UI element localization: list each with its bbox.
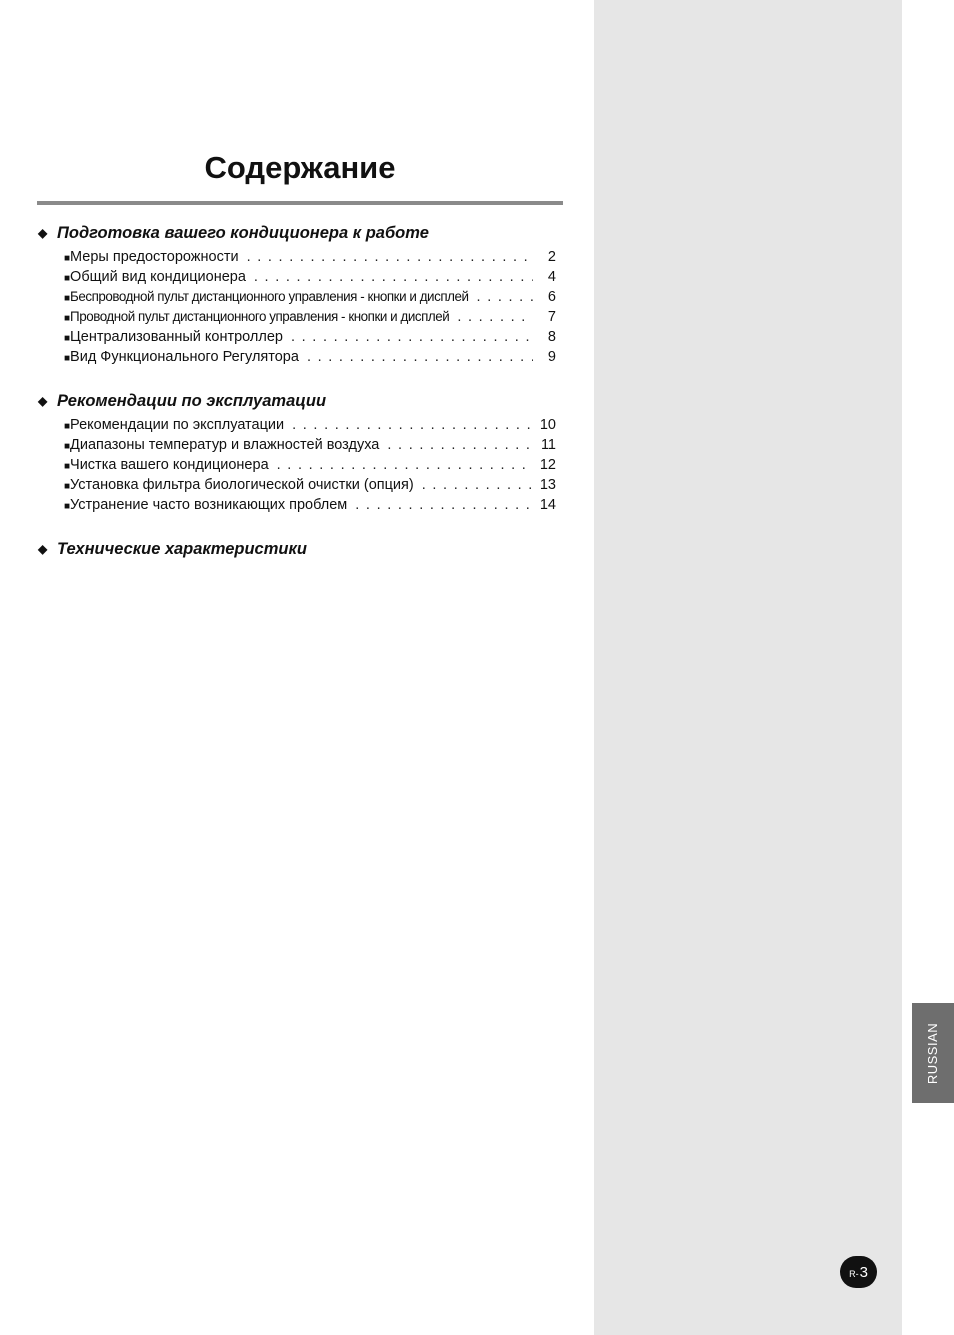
square-bullet-icon: ■ bbox=[64, 461, 71, 472]
toc-entry-label: Диапазоны температур и влажностей воздуха bbox=[70, 437, 380, 453]
toc-entry[interactable] bbox=[64, 417, 556, 437]
toc-entry[interactable] bbox=[64, 329, 556, 349]
toc-section-preparation bbox=[38, 220, 556, 369]
toc-entry[interactable] bbox=[64, 309, 556, 329]
dot-leader bbox=[355, 497, 533, 513]
toc-entry-page: 8 bbox=[547, 329, 556, 345]
square-bullet-icon: ■ bbox=[64, 273, 71, 284]
toc-entry-label: Беспроводной пульт дистанционного управления - кнопки и дисплей bbox=[70, 289, 469, 304]
toc-entry-page: 12 bbox=[539, 457, 556, 473]
toc-entry-label: Вид Функционального Регулятора bbox=[70, 349, 299, 365]
toc-entry-label: Меры предосторожности bbox=[70, 249, 239, 265]
toc-entry-page: 11 bbox=[540, 437, 556, 453]
toc-entry[interactable] bbox=[64, 269, 556, 289]
dot-leader bbox=[477, 289, 533, 305]
toc-entry-page: 9 bbox=[547, 349, 556, 365]
square-bullet-icon: ■ bbox=[64, 441, 71, 452]
toc-entry-page: 7 bbox=[547, 309, 556, 325]
dot-leader bbox=[277, 457, 533, 473]
square-bullet-icon: ■ bbox=[64, 253, 71, 264]
table-of-contents bbox=[38, 220, 556, 581]
square-bullet-icon: ■ bbox=[64, 333, 71, 344]
toc-entry[interactable] bbox=[64, 477, 556, 497]
dot-leader bbox=[387, 437, 533, 453]
toc-section-specifications bbox=[38, 536, 556, 562]
toc-section-operation bbox=[38, 388, 556, 517]
toc-entry-label: Проводной пульт дистанционного управления - кнопки и дисплей bbox=[70, 309, 450, 324]
page-number: 3 bbox=[859, 1263, 868, 1281]
toc-entry[interactable] bbox=[64, 457, 556, 477]
toc-entry-page: 13 bbox=[539, 477, 556, 493]
toc-entry-page: 6 bbox=[547, 289, 556, 305]
toc-entry[interactable] bbox=[64, 437, 556, 457]
page-number-badge bbox=[840, 1256, 877, 1288]
toc-entry-page: 10 bbox=[539, 417, 556, 433]
language-tab-label: RUSSIAN bbox=[925, 1022, 941, 1084]
title-underline bbox=[37, 201, 563, 205]
toc-entry[interactable] bbox=[64, 289, 556, 309]
section-heading-label: Рекомендации по эксплуатации bbox=[57, 391, 327, 410]
toc-entry-page: 4 bbox=[547, 269, 556, 285]
square-bullet-icon: ■ bbox=[64, 481, 71, 492]
gray-side-panel bbox=[594, 0, 902, 1335]
dot-leader bbox=[247, 249, 533, 265]
toc-entry-page: 14 bbox=[539, 497, 556, 513]
dot-leader bbox=[422, 477, 533, 493]
dot-leader bbox=[292, 417, 533, 433]
toc-entry-label: Рекомендации по эксплуатации bbox=[70, 417, 285, 433]
page-number-prefix: R- bbox=[849, 1269, 859, 1279]
toc-entry[interactable] bbox=[64, 349, 556, 369]
toc-entry[interactable] bbox=[64, 249, 556, 269]
dot-leader bbox=[457, 309, 533, 325]
toc-entry-label: Общий вид кондиционера bbox=[70, 269, 246, 285]
section-heading[interactable] bbox=[38, 536, 556, 562]
square-bullet-icon: ■ bbox=[64, 313, 71, 324]
language-tab bbox=[912, 1003, 954, 1103]
section-heading-label: Технические характеристики bbox=[57, 539, 307, 558]
toc-entry-page: 2 bbox=[547, 249, 556, 265]
diamond-bullet-icon: ◆ bbox=[38, 542, 48, 556]
toc-entry-label: Централизованный контроллер bbox=[70, 329, 283, 345]
page-title: Содержание bbox=[204, 150, 396, 185]
section-heading[interactable] bbox=[38, 220, 556, 246]
dot-leader bbox=[254, 269, 533, 285]
square-bullet-icon: ■ bbox=[64, 501, 71, 512]
diamond-bullet-icon: ◆ bbox=[38, 394, 48, 408]
section-heading-label: Подготовка вашего кондиционера к работе bbox=[57, 223, 429, 242]
dot-leader bbox=[307, 349, 533, 365]
square-bullet-icon: ■ bbox=[64, 421, 71, 432]
section-heading[interactable] bbox=[38, 388, 556, 414]
toc-entry-label: Установка фильтра биологической очистки (опция) bbox=[70, 477, 414, 493]
toc-entry-label: Устранение часто возникающих проблем bbox=[70, 497, 348, 513]
dot-leader bbox=[291, 329, 533, 345]
square-bullet-icon: ■ bbox=[64, 293, 71, 304]
diamond-bullet-icon: ◆ bbox=[38, 226, 48, 240]
square-bullet-icon: ■ bbox=[64, 353, 71, 364]
toc-entry-label: Чистка вашего кондиционера bbox=[70, 457, 269, 473]
toc-entry[interactable] bbox=[64, 497, 556, 517]
